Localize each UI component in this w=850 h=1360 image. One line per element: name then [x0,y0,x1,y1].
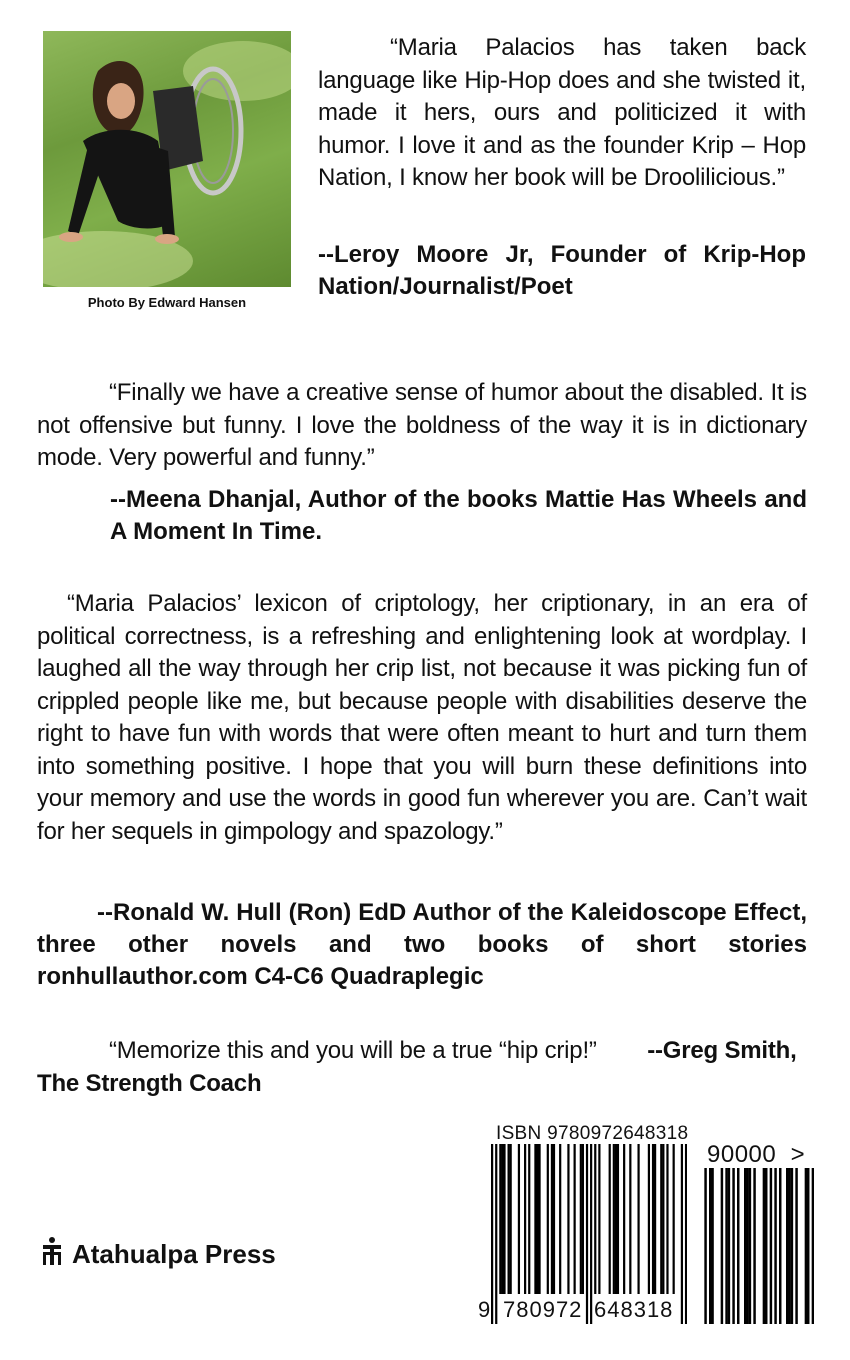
publisher-block [40,1236,276,1273]
addon-bar [779,1168,781,1324]
barcode-bar [528,1144,530,1294]
addon-bar [786,1168,788,1324]
addon-bar [711,1168,713,1324]
barcode-bar [654,1144,656,1294]
barcode-bar [613,1144,615,1294]
addon-bar [791,1168,793,1324]
barcode-bar [598,1144,600,1294]
addon-bar [795,1168,797,1324]
author-photo [43,31,291,287]
addon-bar [749,1168,751,1324]
addon-bar [744,1168,746,1324]
barcode-bar [501,1144,503,1294]
barcode-bar [662,1144,664,1294]
barcode-bar [499,1144,501,1294]
addon-bar [725,1168,727,1324]
author-photo-illustration [43,31,291,287]
barcode-bar [594,1144,596,1294]
barcode-bar [553,1144,555,1294]
addon-bar [728,1168,730,1324]
addon-bar [721,1168,723,1324]
barcode-bar [518,1144,520,1294]
quote-1-text: “Maria Palacios has taken back language like Hip-Hop does and she twisted it, made it hers, ours and politicized it with humor. I love it and as the founder Krip – Hop Nation, I know her book will be Droolilicious.” [318,34,806,191]
barcode-bar [559,1144,561,1294]
price-code: 90000 > [707,1141,806,1168]
addon-bar [765,1168,767,1324]
barcode-bar [580,1144,582,1294]
barcode-bar [547,1144,549,1294]
barcode-bar [615,1144,617,1294]
barcode-bar [503,1144,505,1294]
addon-bar [753,1168,755,1324]
barcode-bar [637,1144,639,1294]
quote-2-attribution: --Meena Dhanjal, Author of the books Mattie Has Wheels and A Moment In Time. [110,486,807,545]
quote-3-text: “Maria Palacios’ lexicon of criptology, her criptionary, in an era of political correctness, is a refreshing and enlightening look at wordplay. I laughed all the way through her crip list, not because it was picking fun of crippled people like me, but because people with disabilities deserve the right to have fun with words that were often meant to hurt and turn them into something positive. I hope that you will burn these definitions into your memory and use the words in good fun wherever you are. Can’t wait for her sequels in gimpology and spazology.” [37,590,807,845]
barcode-bar [582,1144,584,1294]
addon-bar [774,1168,776,1324]
barcode-bar [590,1144,592,1324]
barcode-bar [510,1144,512,1294]
quote-4-attribution: --Greg Smith, The Strength Coach [37,1037,797,1097]
addon-bar [732,1168,734,1324]
addon-bar [709,1168,711,1324]
barcode-bar [534,1144,536,1294]
addon-bar [788,1168,790,1324]
barcode-bar [508,1144,510,1294]
quote-3-attribution: --Ronald W. Hull (Ron) EdD Author of the Kaleidoscope Effect, three other novels and two books of short stories ronhullauthor.com C4-C6 Quadraplegic [37,899,807,990]
barcode-bar [685,1144,687,1324]
quote-2-text: “Finally we have a creative sense of humor about the disabled. It is not offensive but funny. I love the boldness of the way it is in dictionary mode. Very powerful and funny.” [37,379,807,471]
barcode-bar [491,1144,493,1324]
photo-caption: Photo By Edward Hansen [87,295,247,310]
barcode-bar [617,1144,619,1294]
addon-bar [746,1168,748,1324]
barcode-bar [673,1144,675,1294]
isbn-digit-group2: 648318 [594,1297,674,1322]
barcode-bar [623,1144,625,1294]
addon-bar [805,1168,807,1324]
barcode-bar [495,1144,497,1324]
isbn-digit-group1: 780972 [503,1297,583,1322]
barcode-bar [567,1144,569,1294]
addon-bar [807,1168,809,1324]
barcode-bar [660,1144,662,1294]
addon-bar [763,1168,765,1324]
isbn-label: ISBN 9780972648318 [496,1123,689,1144]
barcode-bar [629,1144,631,1294]
barcode-bar [648,1144,650,1294]
barcode-bar [666,1144,668,1294]
barcode-bar [524,1144,526,1294]
addon-bar [737,1168,739,1324]
barcode-bar [538,1144,540,1294]
barcode-bar [586,1144,588,1324]
barcode-bar [681,1144,683,1324]
isbn-digit-first: 9 [478,1297,492,1322]
barcode-bar [652,1144,654,1294]
barcode-bar [551,1144,553,1294]
publisher-name: Atahualpa Press [72,1239,276,1269]
barcode-bar [536,1144,538,1294]
addon-bar [770,1168,772,1324]
atahualpa-press-logo-icon [40,1236,64,1273]
quote-1-attribution: --Leroy Moore Jr, Founder of Krip-Hop Nation/Journalist/Poet [318,241,806,300]
addon-barcode [702,1168,814,1324]
addon-bar [812,1168,814,1324]
addon-bar [704,1168,706,1324]
barcode-bar [609,1144,611,1294]
quote-4-text: “Memorize this and you will be a true “hip crip!” --Greg Smith, The Strength Coach [37,1037,797,1097]
barcode-bar [574,1144,576,1294]
